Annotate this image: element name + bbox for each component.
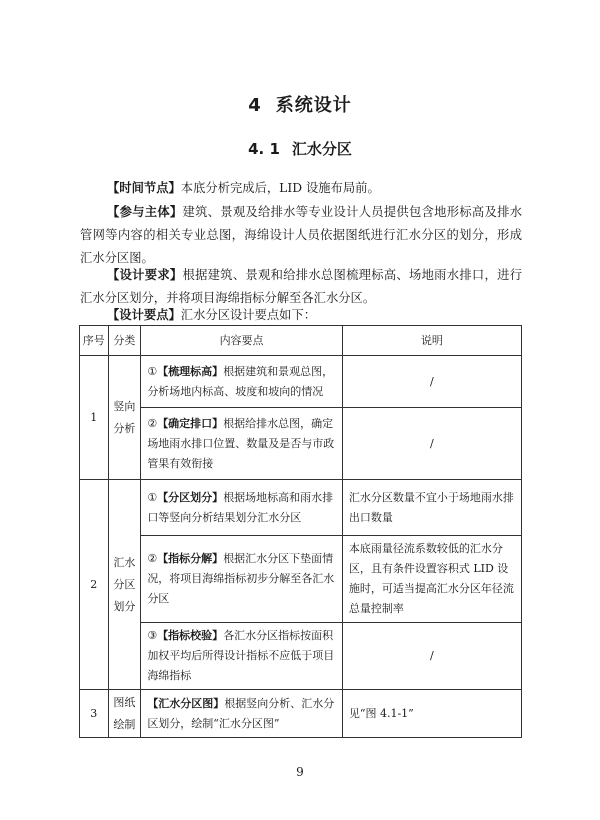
time-node-text: 本底分析完成后，LID 设施布局前。 <box>180 181 380 195</box>
note-cell: / <box>342 408 521 480</box>
content-cell <box>141 408 343 480</box>
row-category <box>108 480 141 690</box>
header-content: 内容要点 <box>141 326 343 356</box>
paragraph-time-node <box>80 177 522 200</box>
item-marker: ② <box>147 416 158 430</box>
note-cell: / <box>342 623 521 690</box>
item-marker: ② <box>147 552 158 565</box>
time-node-tag: 【时间节点】 <box>107 181 181 195</box>
row-category <box>108 690 141 738</box>
content-cell <box>141 356 343 408</box>
item-marker: ③ <box>147 629 158 642</box>
note-cell: 见“图 4.1-1” <box>342 690 521 738</box>
item-key: 【指标校验】 <box>157 629 224 642</box>
chapter-title-text: 系统设计 <box>275 95 352 116</box>
item-key: 【汇水分区图】 <box>147 696 225 710</box>
row-number: 2 <box>80 480 109 690</box>
table-row <box>80 623 522 690</box>
table-row <box>80 356 522 408</box>
note-cell: 汇水分区数量不宜小于场地雨水排出口数量 <box>342 480 521 536</box>
item-text: 根据汇水分区下垫面情况，将项目海绵指标初步分解至各汇水分区 <box>147 552 335 605</box>
row-number: 1 <box>80 356 109 480</box>
points-tag: 【设计要点】 <box>107 308 181 322</box>
content-cell <box>141 690 343 738</box>
category-text: 竖向分析 <box>113 399 136 435</box>
item-key: 【分区划分】 <box>157 490 224 504</box>
chapter-number: 4 <box>248 95 262 116</box>
item-text: 各汇水分区指标按面积加权平均后所得设计指标不应低于项目海绵指标 <box>147 629 335 682</box>
table-row <box>80 408 522 480</box>
item-key: 【指标分解】 <box>157 552 224 565</box>
paragraph-participants <box>80 201 522 270</box>
table-header-row <box>80 326 522 356</box>
participants-tag: 【参与主体】 <box>107 205 183 219</box>
category-text: 汇水分区划分 <box>113 555 136 613</box>
requirements-tag: 【设计要求】 <box>107 268 183 282</box>
item-key: 【梳理标高】 <box>157 364 224 378</box>
note-cell: / <box>342 356 521 408</box>
chapter-title <box>0 91 600 117</box>
section-title-text: 汇水分区 <box>291 140 352 158</box>
note-cell: 本底雨量径流系数较低的汇水分区，且有条件设置容积式 LID 设施时，可适当提高汇水分区年径流总量控制率 <box>342 536 521 623</box>
header-note: 说明 <box>342 326 521 356</box>
section-number: 4. 1 <box>248 140 280 158</box>
item-text: 根据建筑和景观总图，分析场地内标高、坡度和坡向的情况 <box>147 364 334 398</box>
item-text: 根据竖向分析、汇水分区划分，绘制“汇水分区图” <box>147 696 335 730</box>
header-no: 序号 <box>80 326 109 356</box>
section-title <box>0 138 600 159</box>
requirements-text: 根据建筑、景观和给排水总图梳理标高、场地雨水排口，进行汇水分区划分，并将项目海绵指标分解至各汇水分区。 <box>80 268 522 305</box>
item-marker: ① <box>147 490 158 504</box>
item-text: 根据场地标高和雨水排口等竖向分析结果划分汇水分区 <box>147 490 334 524</box>
content-cell <box>141 536 343 623</box>
item-key: 【确定排口】 <box>157 416 224 430</box>
paragraph-points <box>80 304 522 327</box>
row-number: 3 <box>80 690 109 738</box>
table-row <box>80 480 522 536</box>
row-category <box>108 356 141 480</box>
item-text: 根据给排水总图，确定场地雨水排口位置、数量及是否与市政管果有效衔接 <box>147 416 335 470</box>
content-cell <box>141 623 343 690</box>
table-row <box>80 690 522 738</box>
page-number: 9 <box>296 765 304 779</box>
design-points-table <box>79 325 522 738</box>
points-text: 汇水分区设计要点如下： <box>180 308 317 322</box>
category-text: 图纸绘制 <box>113 695 136 731</box>
item-marker: ① <box>147 364 158 378</box>
content-cell <box>141 480 343 536</box>
participants-text: 建筑、景观及给排水等专业设计人员提供包含地形标高及排水管网等内容的相关专业总图，海绵设计人员依据图纸进行汇水分区的划分，形成汇水分区图。 <box>80 205 522 265</box>
table-row <box>80 536 522 623</box>
header-category: 分类 <box>108 326 141 356</box>
